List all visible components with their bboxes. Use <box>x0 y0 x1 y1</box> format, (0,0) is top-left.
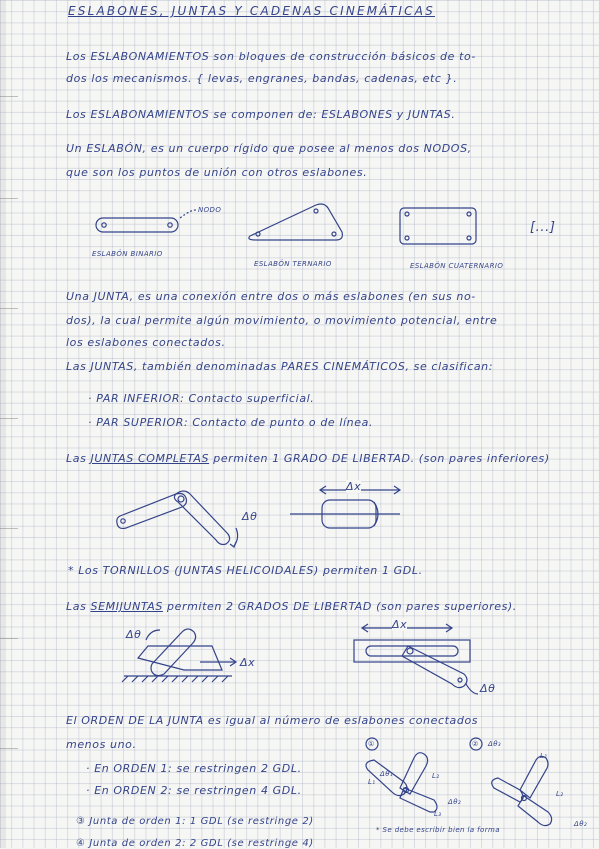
paragraph-line: Una JUNTA, es una conexión entre dos o más eslabones (en sus no- <box>66 290 476 303</box>
angle-label: Δθ₂ <box>574 820 588 828</box>
quaternary-link-label: ESLABÓN CUATERNARIO <box>410 262 504 270</box>
paragraph-line: que son los puntos de unión con otros eslabones. <box>66 166 368 179</box>
delta-theta-label: Δθ <box>480 682 496 695</box>
paragraph-line: Los ESLABONAMIENTOS se componen de: ESLABONES y JUNTAS. <box>66 108 456 121</box>
paragraph-line: Las JUNTAS, también denominadas PARES CINEMÁTICOS, se clasifican: <box>66 360 494 373</box>
bullet-item: · En ORDEN 1: se restringen 2 GDL. <box>86 762 302 775</box>
link-2 <box>520 756 548 798</box>
text-span: permiten 2 GRADOS DE LIBERTAD (son pares superiores). <box>167 600 517 613</box>
angle-label: Δθ₃ <box>488 740 502 748</box>
angle-label: Δθ₁ <box>380 770 394 778</box>
paragraph-line: ③ Junta de orden 1: 1 GDL (se restringe 2) <box>76 816 314 827</box>
binary-link-label: ESLABÓN BINARIO <box>92 250 163 258</box>
more-links: [...] <box>530 220 556 235</box>
underlined-term: JUNTAS COMPLETAS <box>90 452 210 465</box>
link-label: L₁ <box>540 752 548 760</box>
paragraph-line: Los ESLABONAMIENTOS son bloques de construcción básicos de to- <box>66 50 476 63</box>
delta-theta-label: Δθ <box>242 510 258 523</box>
underlined-term: SEMIJUNTAS <box>90 600 163 613</box>
side-note: * Se debe escribir bien la forma <box>376 826 500 834</box>
ternary-link-label: ESLABÓN TERNARIO <box>254 260 332 268</box>
page-title: ESLABONES, JUNTAS Y CADENAS CINEMÁTICAS <box>68 4 435 18</box>
link-label: L₃ <box>434 810 442 818</box>
paragraph-line: menos uno. <box>66 738 137 751</box>
link-label: L₂ <box>556 790 564 798</box>
paragraph-line: * Los TORNILLOS (JUNTAS HELICOIDALES) permiten 1 GDL. <box>68 564 423 577</box>
paragraph-line: ④ Junta de orden 2: 2 GDL (se restringe 4) <box>76 838 314 849</box>
text-span: Las <box>66 600 87 613</box>
link-1 <box>492 778 523 802</box>
paragraph-line: dos los mecanismos. { levas, engranes, bandas, cadenas, etc }. <box>66 72 458 85</box>
bullet-item: · PAR INFERIOR: Contacto superficial. <box>88 392 315 405</box>
paragraph-line: El ORDEN DE LA JUNTA es igual al número de eslabones conectados <box>66 714 479 727</box>
delta-x-label: Δx <box>240 656 256 669</box>
link-label: L₁ <box>368 778 376 786</box>
link-label: L₂ <box>432 772 440 780</box>
nodo-label: NODO <box>198 206 222 214</box>
bullet-item: · En ORDEN 2: se restringen 4 GDL. <box>86 784 302 797</box>
example-number: ① <box>368 740 375 748</box>
paragraph-line: Un ESLABÓN, es un cuerpo rígido que posee al menos dos NODOS, <box>66 142 472 155</box>
bullet-item: · PAR SUPERIOR: Contacto de punto o de línea. <box>88 416 374 429</box>
angle-label: Δθ₂ <box>448 798 462 806</box>
delta-x-label: Δx <box>346 480 362 493</box>
example-number: ② <box>472 740 479 748</box>
text-span: permiten 1 GRADO DE LIBERTAD. (son pares inferiores) <box>213 452 550 465</box>
delta-x-label: Δx <box>392 618 408 631</box>
paragraph-line: dos), la cual permite algún movimiento, o movimiento potencial, entre <box>66 314 498 327</box>
delta-theta-label: Δθ <box>126 628 142 641</box>
text-span: Las <box>66 452 87 465</box>
paragraph-line: los eslabones conectados. <box>66 336 226 349</box>
